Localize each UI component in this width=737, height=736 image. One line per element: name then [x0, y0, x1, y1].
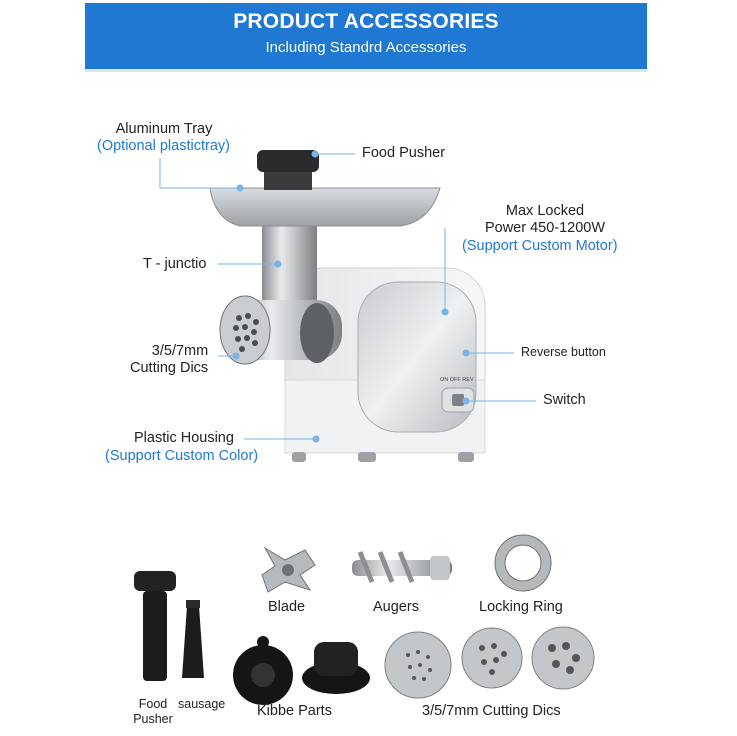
label-augers: Augers [373, 599, 419, 615]
accessory-auger [352, 552, 452, 582]
label-food-pusher-line2: Pusher [133, 712, 173, 726]
label-plastic-housing: Plastic Housing [134, 430, 234, 446]
label-locking-ring: Locking Ring [479, 599, 563, 615]
banner-title: PRODUCT ACCESSORIES [233, 10, 499, 33]
label-reverse-button: Reverse button [521, 345, 606, 359]
label-power-note: (Support Custom Motor) [462, 238, 618, 254]
accessory-locking-ring [495, 535, 551, 591]
label-switch: Switch [543, 392, 586, 408]
foot-mid [358, 452, 376, 462]
label-power: Power 450-1200W [484, 220, 606, 236]
banner-subtitle: Including Standrd Accessories [265, 39, 467, 56]
label-cutting-dics-sizes: 3/5/7mm [151, 343, 209, 359]
label-cutting-dics-accessory: 3/5/7mm Cutting Dics [422, 703, 561, 719]
foot-right [458, 452, 474, 462]
label-food-pusher-line1: Food [138, 697, 168, 711]
accessory-kibbe-parts [233, 636, 370, 705]
label-max-locked: Max Locked [505, 203, 585, 219]
label-cutting-dics: Cutting Dics [130, 360, 209, 376]
tube-collar [300, 303, 334, 363]
accessory-food-pusher [134, 571, 176, 681]
label-plastic-housing-note: (Support Custom Color) [105, 448, 259, 464]
label-food-pusher: Food Pusher [362, 145, 446, 161]
foot-left [292, 452, 306, 462]
accessory-blade [262, 548, 315, 592]
switch-panel-labels: ON OFF REV [440, 377, 474, 383]
label-sausage: sausage [178, 697, 226, 711]
pusher-cap [257, 150, 319, 172]
aluminum-tray [210, 188, 440, 226]
label-aluminum-tray: Aluminum Tray [115, 121, 213, 137]
meat-grinder [210, 150, 485, 462]
label-t-junction: T - junctio [143, 256, 207, 272]
accessory-cutting-discs [385, 627, 594, 698]
label-blade: Blade [268, 599, 306, 615]
label-kibbe-parts: Kibbe Parts [257, 703, 332, 719]
accessory-sausage-tube [182, 600, 204, 678]
label-aluminum-tray-note: (Optional plastictray) [97, 138, 230, 154]
